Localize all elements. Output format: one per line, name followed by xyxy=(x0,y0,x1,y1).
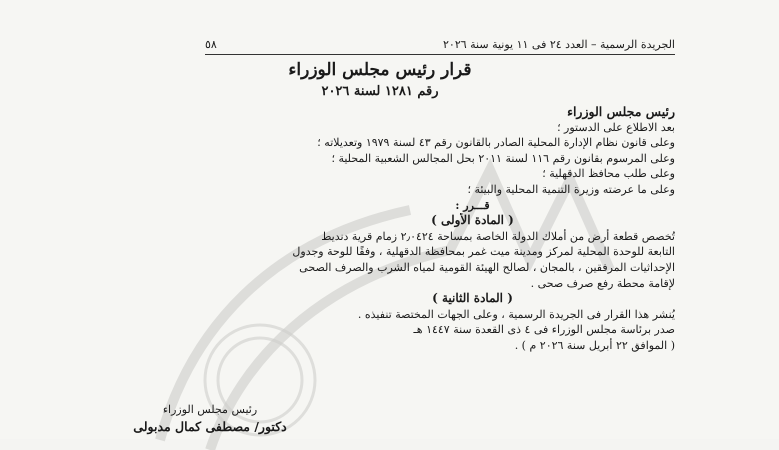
article-1-line: الإحداثيات المرفقين ، بالمجان ، لصالح الهيئة القومية لمياه الشرب والصرف الصحى xyxy=(299,260,675,274)
article-1-line: لإقامة محطة رفع صرف صحى . xyxy=(530,276,675,290)
decree-body xyxy=(150,104,675,354)
article-2-line: يُنشر هذا القرار فى الجريدة الرسمية ، وعلى الجهات المختصة تنفيذه . xyxy=(357,307,675,321)
decree-number: رقم ١٢٨١ لسنة ٢٠٢٦ xyxy=(321,84,439,99)
gazette-header xyxy=(205,38,675,51)
page-number: ٥٨ xyxy=(205,38,217,51)
header-divider xyxy=(205,54,675,55)
preamble-line: بعد الاطلاع على الدستور ؛ xyxy=(557,120,675,134)
article-2-line: صدر برئاسة مجلس الوزراء فى ٤ ذى القعدة سنة ١٤٤٧ هـ xyxy=(413,323,675,337)
signature-role: رئيس مجلس الوزراء xyxy=(162,403,258,416)
preamble-line: وعلى طلب محافظ الدقهلية ؛ xyxy=(542,167,675,181)
signature-name: دكتور/ مصطفى كمال مدبولى xyxy=(133,419,287,434)
decree-title: قرار رئيس مجلس الوزراء xyxy=(288,60,472,80)
gazette-issue-line: الجريدة الرسمية – العدد ٢٤ فى ١١ يونية سنة ٢٠٢٦ xyxy=(443,38,675,51)
article-1-line: التابعة للوحدة المحلية لمركز ومدينة ميت غمر بمحافظة الدقهلية ، وفقًا للوحة وجدول xyxy=(292,245,675,259)
preamble-line: وعلى المرسوم بقانون رقم ١١٦ لسنة ٢٠١١ بحل المجالس الشعبية المحلية ؛ xyxy=(331,151,675,165)
article-2-heading: ( المادة الثانية ) xyxy=(432,291,513,306)
article-1-line: تُخصص قطعة أرض من أملاك الدولة الخاصة بمساحة ٢٫٠٤٢٤ زمام قرية دنديط xyxy=(321,229,675,243)
article-2-line: ( الموافق ٢٢ أبريل سنة ٢٠٢٦ م ) . xyxy=(514,338,675,352)
preamble-line: وعلى قانون نظام الإدارة المحلية الصادر بالقانون رقم ٤٣ لسنة ١٩٧٩ وتعديلاته ؛ xyxy=(317,136,675,150)
article-1-heading: ( المادة الأولى ) xyxy=(431,213,514,228)
issuer-heading: رئيس مجلس الوزراء xyxy=(567,104,675,119)
decided-heading: قـــرر : xyxy=(455,198,490,212)
preamble-line: وعلى ما عرضته وزيرة التنمية المحلية والبيئة ؛ xyxy=(467,182,675,196)
